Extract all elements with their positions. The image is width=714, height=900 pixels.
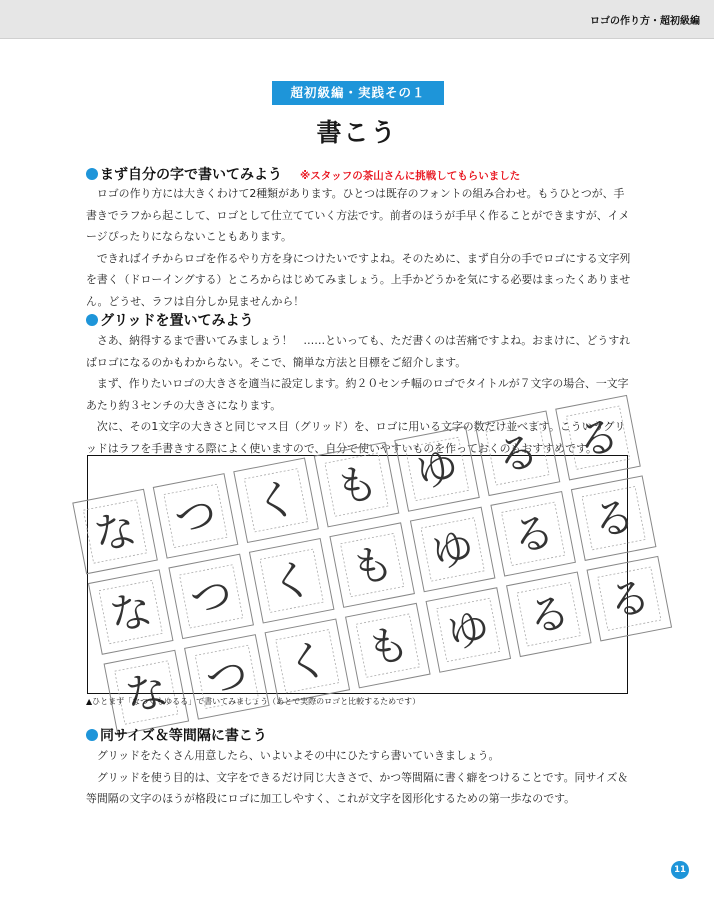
section-badge: 超初級編・実践その１: [272, 81, 444, 105]
bullet-circle-icon: [86, 729, 98, 741]
handwritten-character: く: [250, 472, 302, 529]
page-number: 11: [671, 861, 689, 879]
page-title: 書こう: [316, 118, 398, 147]
bullet-circle-icon: [86, 168, 98, 180]
staff-note: ※スタッフの茶山さんに挑戦してもらいました: [300, 170, 521, 182]
handwritten-character: く: [266, 553, 318, 610]
paragraph: さあ、納得するまで書いてみましょう！ ……といっても、ただ書くのは苦痛ですよね。おまけに、どうすればロゴになるのかもわからない。そこで、簡単な方法と目標をご紹介します。: [86, 334, 631, 369]
heading-text: 同サイズ＆等間隔に書こう: [100, 728, 267, 744]
handwritten-character: る: [523, 586, 575, 643]
handwritten-character: も: [331, 457, 382, 514]
handwritten-character: な: [89, 503, 141, 561]
paragraph: グリッドを使う目的は、文字をできるだけ同じ大きさで、かつ等間隔に書く癖をつけることです。同サイズ＆等間隔の文字のほうが格段にロゴに加工しやすく、これが文字を図形化するための第一歩なのです。: [86, 770, 629, 805]
section-heading-3: [86, 725, 267, 745]
handwritten-character: も: [346, 537, 398, 594]
section-heading-1: [86, 164, 520, 184]
section-body-3: [86, 745, 634, 810]
handwritten-character: る: [572, 410, 624, 467]
handwritten-character: も: [362, 618, 414, 675]
heading-text: まず自分の字で書いてみよう: [100, 167, 282, 183]
handwritten-character: る: [492, 425, 543, 482]
paragraph: グリッドをたくさん用意したら、いよいよその中にひたすら書いていきましょう。: [96, 749, 500, 762]
heading-text: グリッドを置いてみよう: [100, 313, 254, 329]
handwritten-character: ゆ: [411, 441, 463, 498]
handwritten-character: く: [282, 633, 333, 690]
paragraph: ロゴの作り方には大きくわけて2種類があります。ひとつは既存のフォントの組み合わせ。もうひとつが、手書きでラフから起こして、ロゴとして仕立てていく方法です。前者のほうが手早く作ることができますが、イメージぴったりにならないこともあります。: [86, 187, 630, 243]
handwritten-character: る: [604, 571, 655, 628]
handwritten-character: な: [121, 664, 172, 722]
paragraph: 次に、その1文字の大きさと同じマス目（グリッド）を、ロゴに用いる文字の数だけ並べます。こういうグリッドはラフを手書きする際によく使いますので、自分で使いやすいものを作っておくのもおすすめです。: [86, 420, 626, 455]
figure-caption: ▲ひとまず「なつくもゆるる」で書いてみましょう（あとで実際のロゴと比較するためです）: [86, 697, 421, 706]
handwritten-character: つ: [170, 488, 221, 545]
bullet-circle-icon: [86, 314, 98, 326]
handwritten-character: な: [105, 584, 157, 641]
section-body-1: [86, 183, 634, 312]
handwritten-character: ゆ: [427, 521, 479, 578]
section-heading-2: [86, 310, 253, 330]
handwritten-character: つ: [185, 568, 237, 625]
handwritten-character: つ: [201, 649, 253, 706]
paragraph: まず、作りたいロゴの大きさを適当に設定します。約２０センチ幅のロゴでタイトルが７文字の場合、一文字あたり約３センチの大きさになります。: [86, 377, 629, 412]
paragraph: できればイチからロゴを作るやり方を身につけたいですよね。そのために、まず自分の手でロゴにする文字列を書く（ドローイングする）ところからはじめてみましょう。上手かどうかを気にする必要はまったくありません。どうせ、ラフは自分しか見ませんから！: [86, 251, 631, 308]
handwritten-character: る: [507, 506, 559, 563]
handwritten-character: ゆ: [443, 602, 494, 659]
page-header: [0, 0, 714, 39]
running-title: ロゴの作り方・超初級編: [590, 16, 700, 27]
handwritten-character: る: [588, 490, 640, 547]
